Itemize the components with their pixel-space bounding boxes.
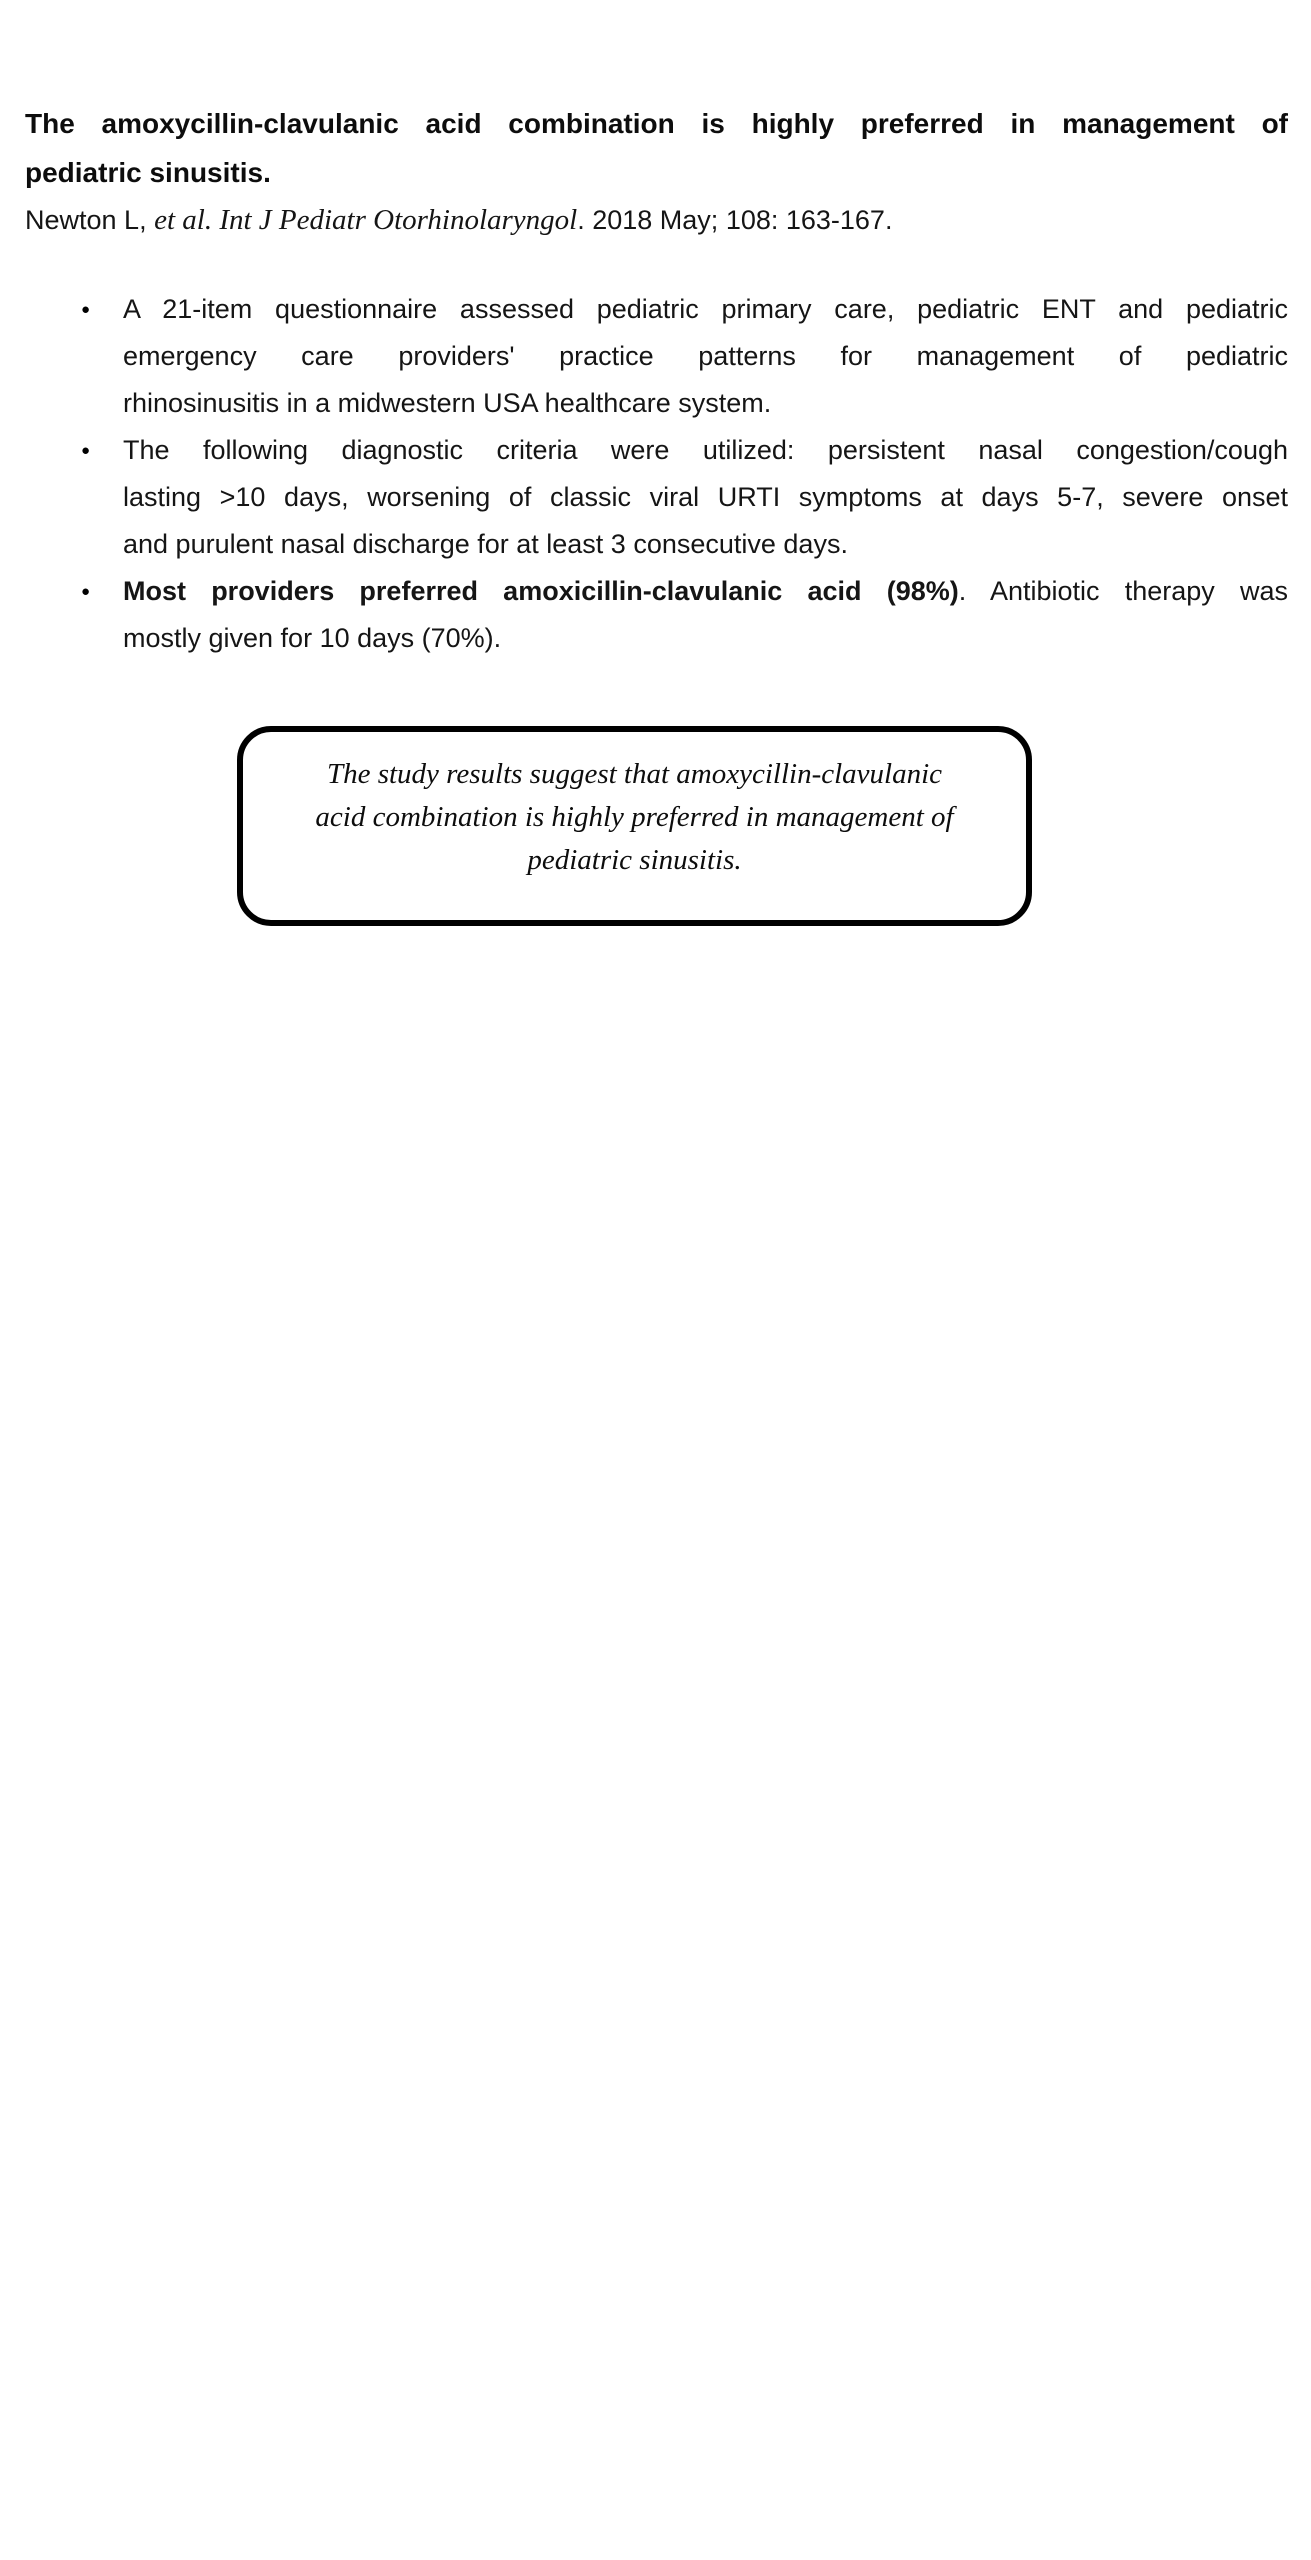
title-line-1: The amoxycillin-clavulanic acid combination is highly preferred in management of	[25, 108, 1288, 139]
bullet-2-line-3: and purulent nasal discharge for at least 3 consecutive days.	[123, 529, 848, 559]
bullet-3-line-1: Most providers preferred amoxicillin-clavulanic acid (98%). Antibiotic therapy was	[123, 576, 1288, 606]
bullet-1-line-1: A 21-item questionnaire assessed pediatric primary care, pediatric ENT and pediatric	[123, 294, 1288, 324]
conclusion-box	[237, 726, 1032, 926]
citation	[25, 201, 1288, 239]
bullet-2-line-1: The following diagnostic criteria were utilized: persistent nasal congestion/cough	[123, 435, 1288, 465]
conclusion-line-1: The study results suggest that amoxycillin-clavulanic	[326, 758, 943, 790]
bullet-item-1	[25, 286, 1288, 427]
title-line-2: pediatric sinusitis.	[25, 157, 271, 188]
bullet-item-3	[25, 568, 1288, 662]
citation-authors: Newton L,	[25, 205, 155, 235]
page-title	[25, 99, 1288, 197]
citation-details: . 2018 May; 108: 163-167.	[577, 205, 893, 235]
bullet-item-2	[25, 427, 1288, 568]
conclusion-line-2: acid combination is highly preferred in management of	[315, 801, 954, 833]
page-content	[25, 99, 1288, 926]
bullet-1-line-3: rhinosinusitis in a midwestern USA healthcare system.	[123, 388, 772, 418]
bullet-marker: ●	[81, 442, 91, 459]
bullet-1-line-2: emergency care providers' practice patterns for management of pediatric	[123, 341, 1288, 371]
bullet-3-line-2: mostly given for 10 days (70%).	[123, 623, 502, 653]
citation-journal: et al. Int J Pediatr Otorhinolaryngol	[154, 204, 578, 236]
bullet-marker: ●	[81, 583, 91, 600]
bullet-list	[25, 286, 1288, 662]
conclusion-line-3: pediatric sinusitis.	[527, 844, 742, 876]
bullet-2-line-2: lasting >10 days, worsening of classic viral URTI symptoms at days 5-7, severe onset	[123, 482, 1288, 512]
bullet-marker: ●	[81, 301, 91, 318]
